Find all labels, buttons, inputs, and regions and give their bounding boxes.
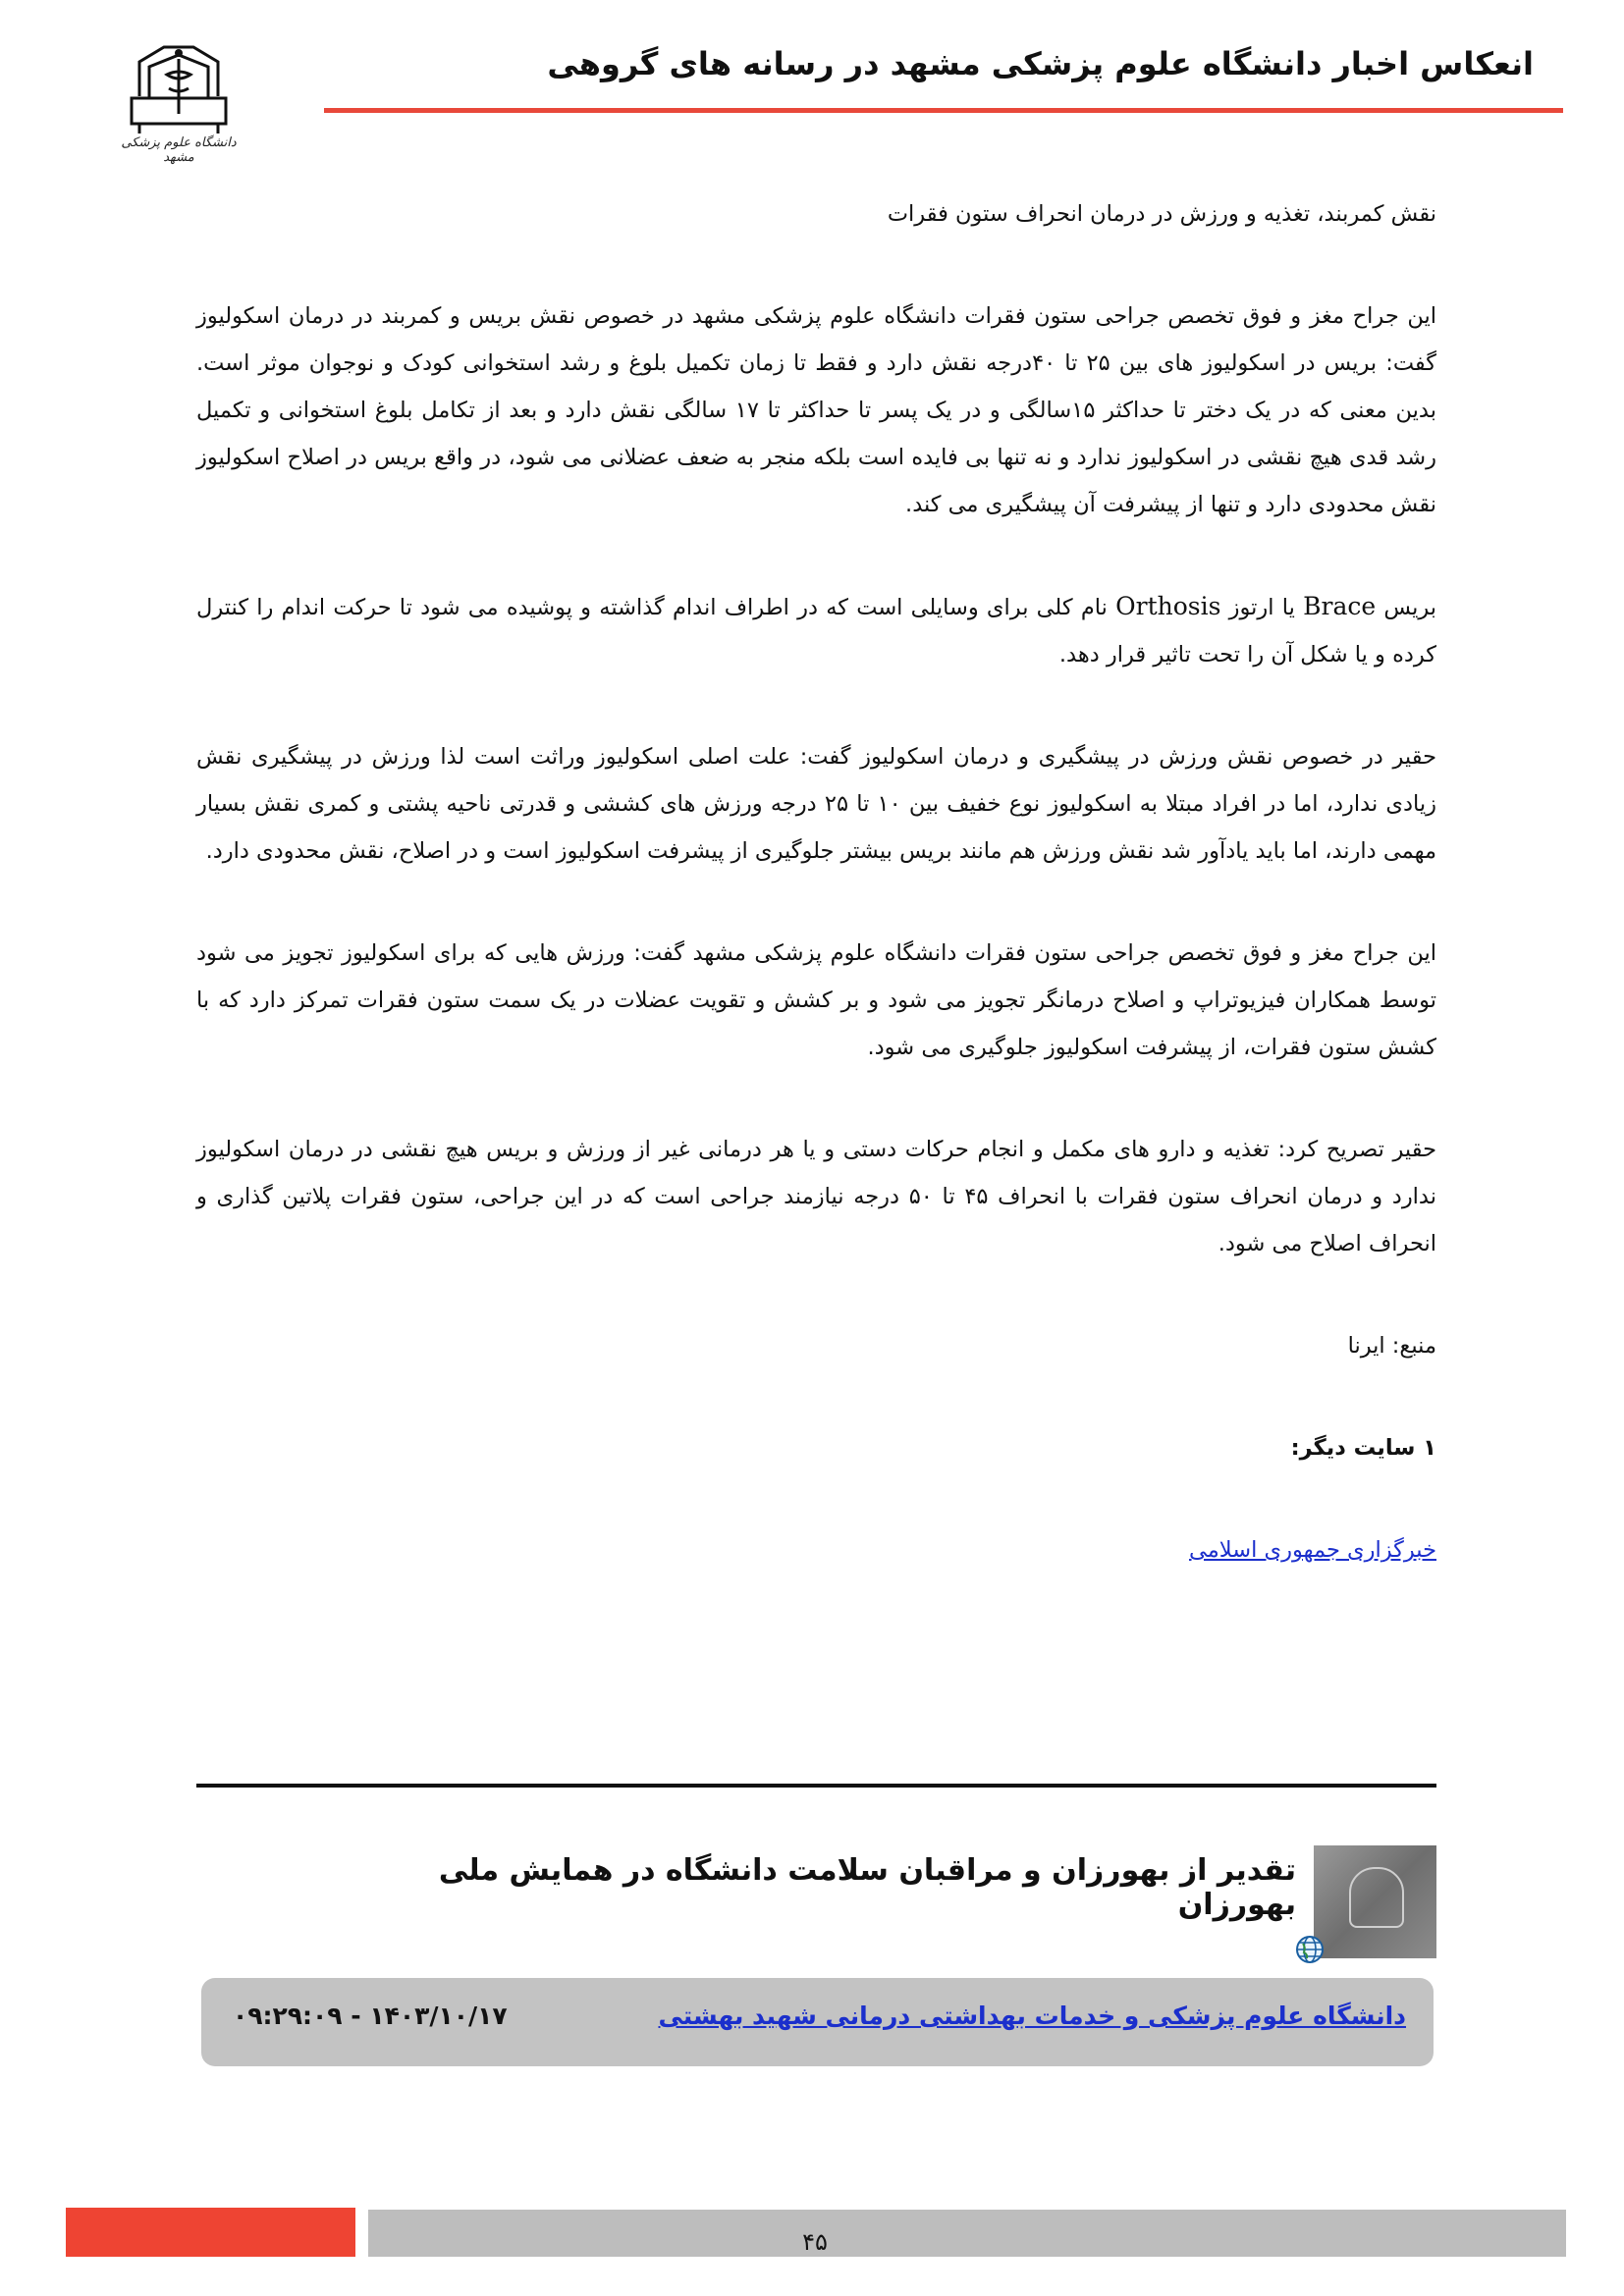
- brace-text: بریس: [1383, 595, 1437, 620]
- footer-gray-bar: [368, 2210, 1566, 2257]
- article-paragraph: حقیر تصریح کرد: تغذیه و دارو های مکمل و انجام حرکات دستی و یا هر درمانی غیر از ورزش و بریس هیچ نقشی در درمان اسکولیوز ندارد و درمان انحراف ستون فقرات با انحراف ۴۵ تا ۵۰ درجه نیازمند جراحی است که در این جراحی، ستون فقرات پلاتین گذاری و انحراف اصلاح می شود.: [196, 1137, 1437, 1256]
- other-sites-label: ۱ سایت دیگر:: [1290, 1435, 1436, 1461]
- other-site-link[interactable]: خبرگزاری جمهوری اسلامی: [1189, 1537, 1436, 1563]
- article-paragraph: حقیر در خصوص نقش ورزش در پیشگیری و درمان اسکولیوز گفت: علت اصلی اسکولیوز وراثت است لذا ورزش در پیشگیری نقش زیادی ندارد، اما در افراد مبتلا به اسکولیوز نوع خفیف بین ۱۰ تا ۲۵ درجه ورزش های کششی و قدرتی ناحیه پشتی و کمری نقش بسیار مهمی دارند، اما باید یادآور شد نقش ورزش هم مانند بریس بیشتر جلوگیری از پیشرفت اسکولیوز است و در اصلاح، نقش محدودی دارد.: [196, 744, 1436, 864]
- article-paragraph: این جراح مغز و فوق تخصص جراحی ستون فقرات دانشگاه علوم پزشکی مشهد گفت: ورزش هایی که برای اسکولیوز تجویز می شود توسط همکاران فیزیوتراپ و اصلاح درمانگر تجویز می شود و بر کشش و تقویت عضلات در یک سمت ستون فقرات تمرکز دارد که با کشش ستون فقرات، از پیشرفت اسکولیوز جلوگیری می شود.: [196, 940, 1436, 1060]
- orthosis-text: یا ارتوز: [1228, 595, 1295, 620]
- news-thumbnail-icon[interactable]: [1314, 1845, 1436, 1958]
- news-source-link[interactable]: دانشگاه علوم پزشکی و خدمات بهداشتی درمانی شهید بهشتی: [658, 2002, 1406, 2030]
- footer-red-block: [66, 2208, 355, 2257]
- page-number: ۴۵: [802, 2228, 828, 2256]
- orthosis-latin: Orthosis: [1115, 592, 1221, 620]
- article-title: نقش کمربند، تغذیه و ورزش در درمان انحراف ستون فقرات: [887, 201, 1436, 227]
- news-datetime: ۱۴۰۳/۱۰/۱۷ - ۰۹:۲۹:۰۹: [233, 2002, 508, 2030]
- brace-latin: Brace: [1303, 592, 1377, 620]
- logo-caption: دانشگاه علوم پزشکی مشهد: [121, 135, 237, 165]
- news-meta-bar: [201, 1978, 1434, 2066]
- section-divider: [196, 1784, 1436, 1788]
- news-title[interactable]: تقدیر از بهورزان و مراقبان سلامت دانشگاه در همایش ملی بهورزان: [438, 1853, 1296, 1922]
- article-paragraph: این جراح مغز و فوق تخصص جراحی ستون فقرات دانشگاه علوم پزشکی مشهد در خصوص نقش بریس و کمربند در درمان اسکولیوز گفت: بریس در اسکولیوز های بین ۲۵ تا ۴۰درجه نقش دارد و فقط تا زمان تکمیل بلوغ و رشد استخوانی کودک و نوجوان موثر است. بدین معنی که در یک دختر تا حداکثر ۱۵سالگی و در یک پسر تا حداکثر تا ۱۷ سالگی نقش دارد و بعد از تکامل بلوغ استخوانی و تکمیل رشد قدی هیچ نقشی در اسکولیوز ندارد و نه تنها بی فایده است بلکه منجر به ضعف عضلانی می شود، در واقع بریس در اصلاح اسکولیوز نقش محدودی دارد و تنها از پیشرفت آن پیشگیری می کند.: [196, 303, 1437, 517]
- header-title: انعکاس اخبار دانشگاه علوم پزشکی مشهد در رسانه های گروهی: [547, 45, 1534, 82]
- brace-definition: نام کلی برای وسایلی است که در اطراف اندام گذاشته و پوشیده می شود تا حرکت اندام را کنترل کرده و یا شکل آن را تحت تاثیر قرار دهد.: [196, 595, 1436, 667]
- article-body: [196, 187, 1436, 1574]
- article-source: منبع: ایرنا: [1347, 1333, 1436, 1359]
- article-paragraph-brace: [196, 583, 1436, 678]
- globe-icon[interactable]: [1294, 1934, 1326, 1965]
- header-divider: [324, 108, 1563, 113]
- university-emblem-icon: [110, 37, 247, 140]
